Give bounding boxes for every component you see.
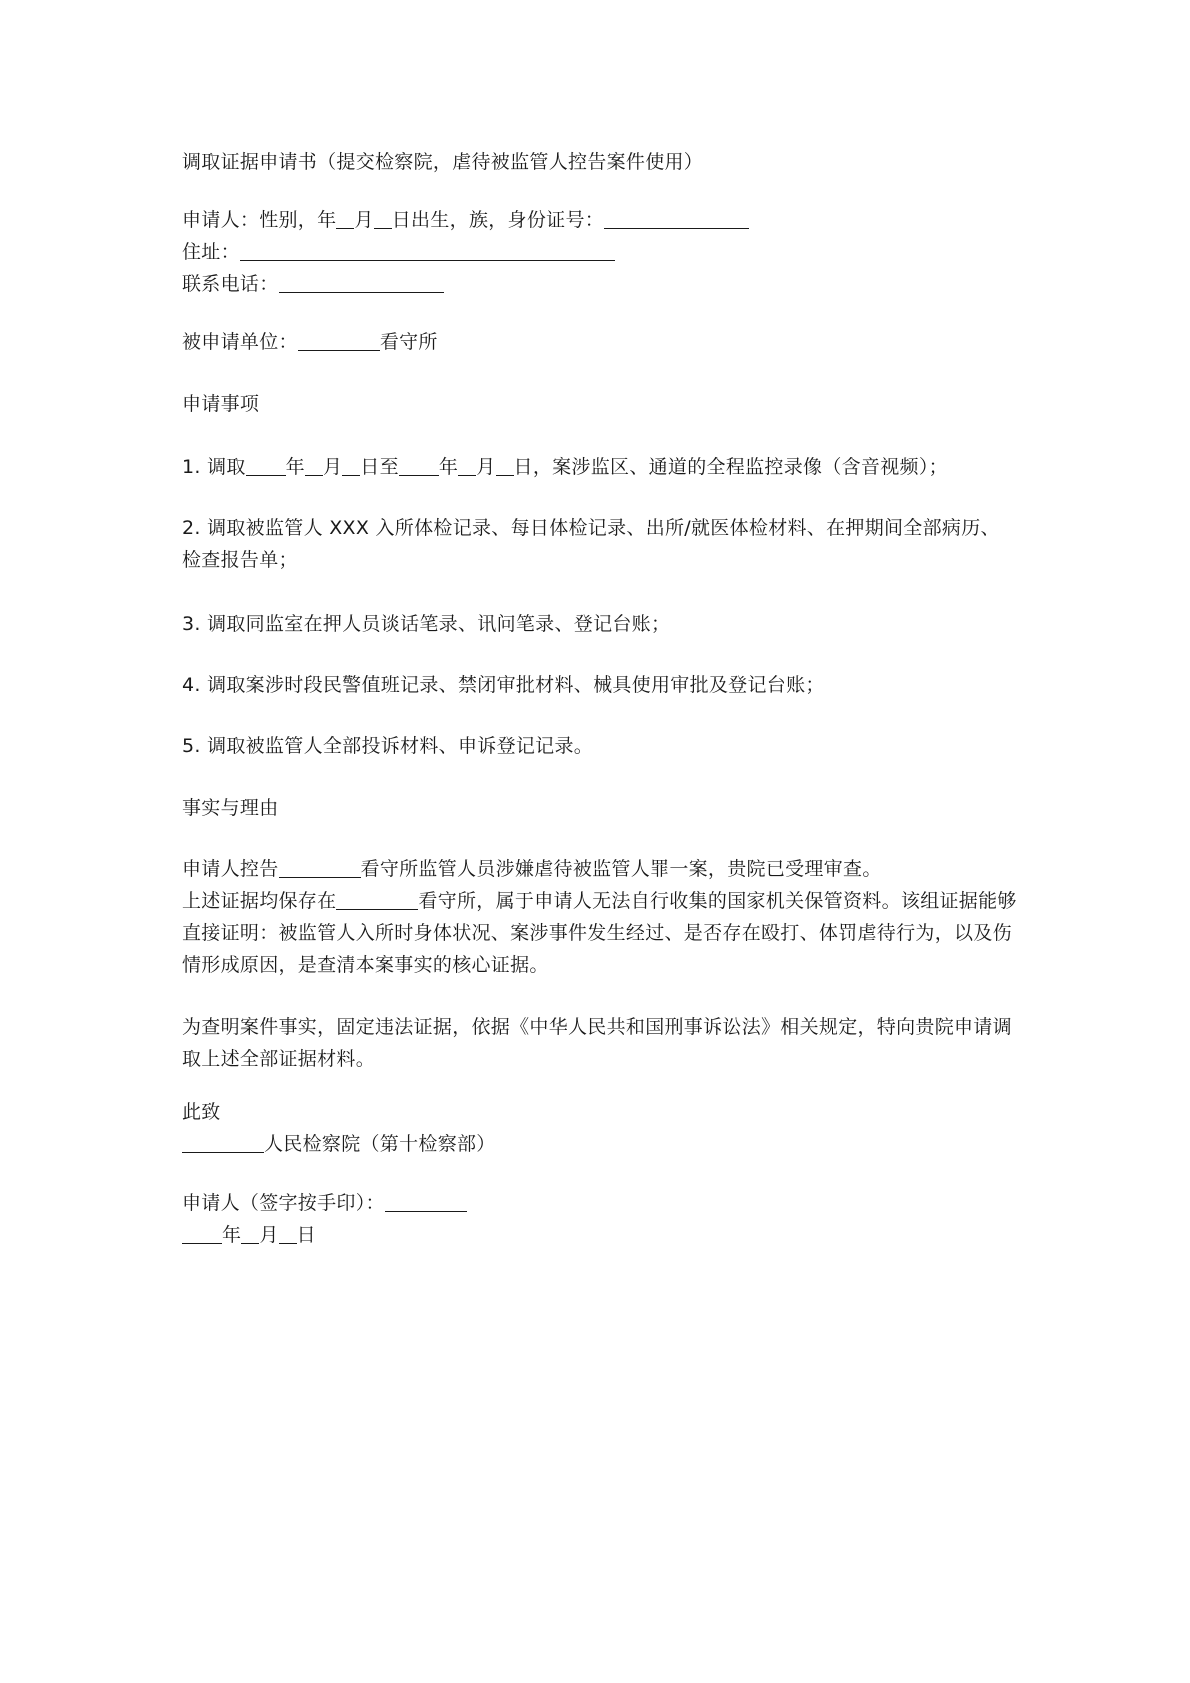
date-month-blank[interactable] — [241, 1223, 259, 1244]
date-month-label: 月 — [259, 1224, 279, 1246]
id-number-blank[interactable] — [604, 208, 749, 229]
document-title: 调取证据申请书（提交检察院，虐待被监管人控告案件使用） — [182, 151, 704, 173]
address-label: 住址： — [182, 241, 240, 263]
applicant-label: 申请人： — [182, 209, 260, 231]
gender-label: 性别， — [259, 209, 318, 231]
item-1 — [182, 451, 948, 483]
closing: 此致 — [182, 1101, 221, 1123]
address-blank[interactable] — [240, 240, 615, 261]
item-3: 3. 调取同监室在押人员谈话笔录、讯问笔录、登记台账； — [182, 613, 671, 635]
signature-blank[interactable] — [385, 1191, 467, 1212]
facts-paragraph-2 — [182, 885, 1017, 981]
item-1-year-label: 年 — [285, 456, 305, 478]
birth-month-blank[interactable] — [336, 208, 354, 229]
phone-label: 联系电话： — [182, 273, 279, 295]
ethnicity-label: 族， — [468, 209, 508, 231]
date-day-blank[interactable] — [279, 1223, 297, 1244]
item-1-year2-blank[interactable] — [399, 455, 439, 476]
item-1-month-label: 月 — [322, 456, 343, 478]
facts-heading: 事实与理由 — [182, 797, 279, 819]
signature-line — [182, 1187, 467, 1219]
facts-2-text-b: 看守所，属于申请人无法自行收集的国家机关保管资料。该组证据能够直接证明：被监管人入所时身体状况、案涉事件发生经过、是否存在殴打、体罚虐待行为，以及伤情形成原因，是查清本案事实的核心证据。 — [182, 890, 1017, 976]
birth-day-blank[interactable] — [374, 208, 392, 229]
respondent-line — [182, 326, 438, 358]
item-1-month2-blank[interactable] — [458, 455, 476, 476]
phone-blank[interactable] — [279, 272, 444, 293]
item-1-month-blank[interactable] — [305, 455, 323, 476]
item-4: 4. 调取案涉时段民警值班记录、禁闭审批材料、械具使用审批及登记台账； — [182, 674, 825, 696]
date-year-label: 年 — [222, 1224, 242, 1246]
item-2: 2. 调取被监管人 XXX 入所体检记录、每日体检记录、出所/就医体检材料、在押期间全部病历、检查报告单； — [182, 517, 1000, 571]
facts-1-text-a: 申请人控告 — [182, 858, 279, 880]
conclusion-paragraph: 为查明案件事实，固定违法证据，依据《中华人民共和国刑事诉讼法》相关规定，特向贵院申请调取上述全部证据材料。 — [182, 1016, 1012, 1070]
item-5: 5. 调取被监管人全部投诉材料、申诉登记记录。 — [182, 735, 594, 757]
birth-month-label: 月 — [354, 209, 374, 231]
recipient-suffix: 人民检察院（第十检察部） — [264, 1133, 496, 1155]
date-line — [182, 1219, 316, 1251]
item-1-day-to-label: 日至 — [360, 456, 399, 478]
facts-2-text-a: 上述证据均保存在 — [182, 890, 337, 912]
item-1-text: 1. 调取 — [182, 456, 246, 478]
applicant-line — [182, 204, 749, 236]
item-1-rest: 日，案涉监区、通道的全程监控录像（含音视频）； — [513, 456, 948, 478]
item-1-day2-blank[interactable] — [496, 455, 514, 476]
id-number-label: 身份证号： — [507, 209, 605, 231]
facts-2-blank[interactable] — [336, 889, 418, 910]
facts-1-blank[interactable] — [279, 857, 361, 878]
item-1-day-blank[interactable] — [342, 455, 360, 476]
item-1-year2-label: 年 — [438, 456, 459, 478]
respondent-label: 被申请单位： — [182, 331, 298, 353]
item-1-month2-label: 月 — [476, 456, 496, 478]
signature-label: 申请人（签字按手印）： — [182, 1192, 385, 1214]
recipient-blank[interactable] — [182, 1132, 264, 1153]
date-day-label: 日 — [296, 1224, 316, 1246]
items-heading: 申请事项 — [182, 393, 260, 415]
phone-line — [182, 268, 444, 300]
facts-paragraph-1 — [182, 853, 882, 885]
respondent-suffix: 看守所 — [379, 331, 438, 353]
respondent-blank[interactable] — [298, 330, 380, 351]
birth-year-label: 年 — [317, 209, 337, 231]
item-1-year-blank[interactable] — [246, 455, 286, 476]
address-line — [182, 236, 615, 268]
date-year-blank[interactable] — [182, 1223, 222, 1244]
facts-1-text-b: 看守所监管人员涉嫌虐待被监管人罪一案，贵院已受理审查。 — [360, 858, 882, 880]
recipient-line — [182, 1128, 496, 1160]
birth-day-label: 日出生， — [391, 209, 469, 231]
